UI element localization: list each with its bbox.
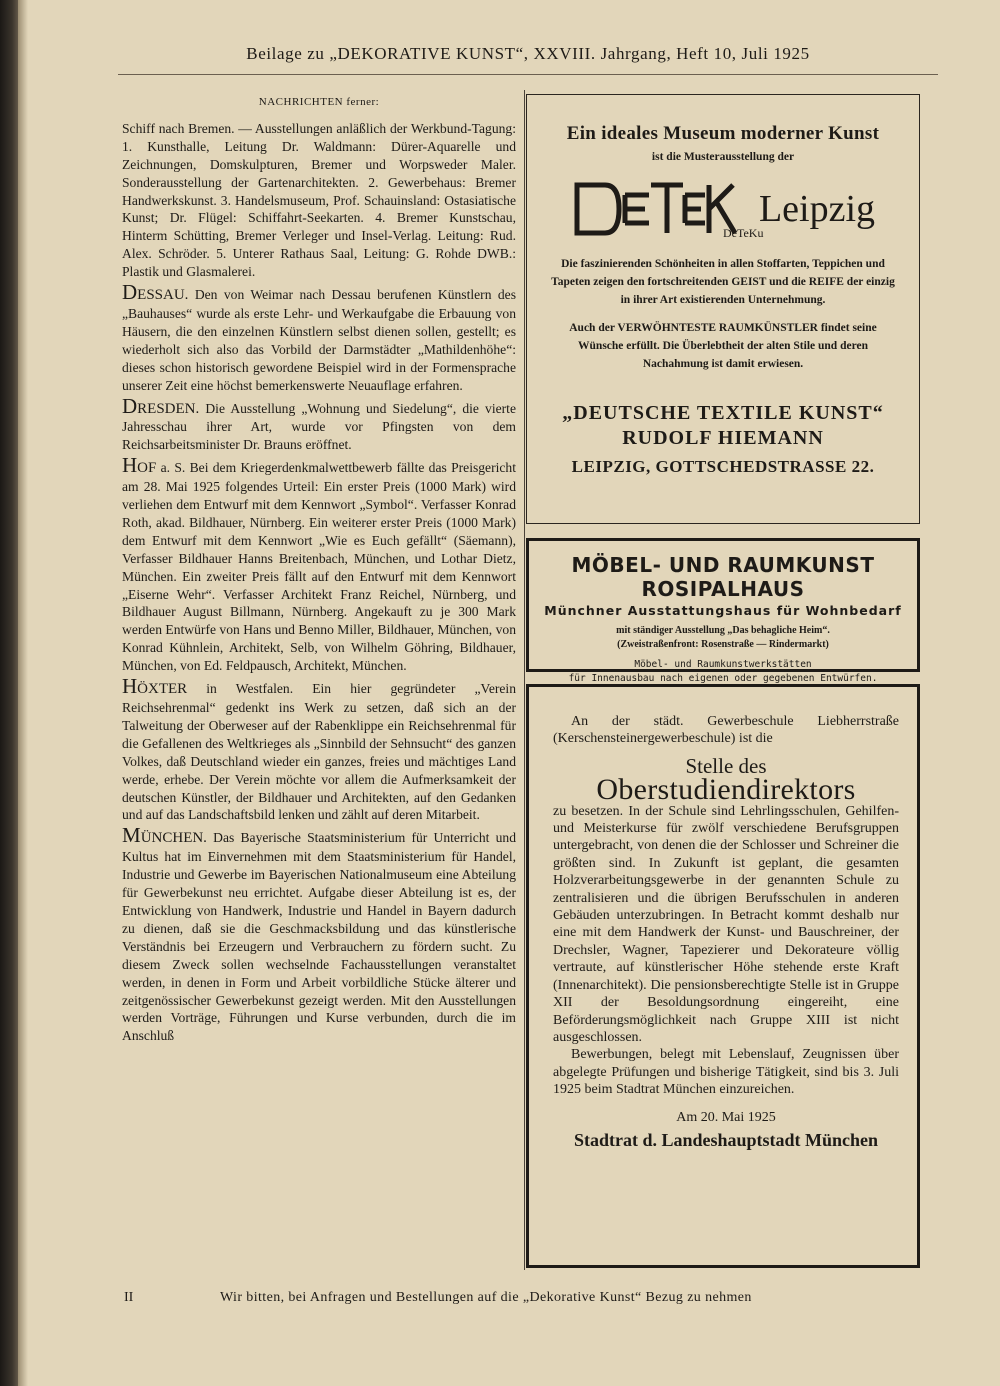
news-text: Das Bayerische Staatsministerium für Unterricht und Kultus hat im Einvernehmen mit dem Staatsministerium für Handel, Industrie und Gewerbe im Bayerischen Nationalmuseum eine Abteilung für Gewerbekunst neu errichtet. Aufgabe dieser Abteilung ist es, der Entwicklung von Handwerk, Industrie und Handel in Bayern dadurch zu dienen, daß sie die Geschmacksbildung und das künstlerische Verständnis bei Erzeugern und Verbrauchern zu fördern sucht. Zu diesem Zweck sollen wechselnde Fachausstellungen veranstaltet werden, in denen in Form und Arbeit vorbildliche Stücke älterer und zeitgenössischer Gewerbekunst gezeigt werden. Mit den Ausstellungen werden Vorträge, Führungen und Kurse verbunden, durch die im Anschluß [122,830,516,1044]
news-text: Schiff nach Bremen. — Ausstellungen anläßlich der Werkbund-Tagung: 1. Kunsthalle, Leitung Dr. Waldmann: Dürer-Aquarelle und Zeichnungen, Domskulpturen, Bremer und Worpsweder Maler. Sonderausstellung der Gartenarchitekten. 2. Gewerbehaus: Bremer Handwerkskunst. 3. Handelsmuseum, Prof. Schauinsland: Ostasiatische Kunst; Dr. Flügel: Schiffahrt-Seekarten. 4. Bremer Kunstschau, Hinterm Schütting, Bremer Verleger und Insel-Verlag. Leitung: Rud. Alex. Schröder. 5. Unterer Rathaus Saal, Leitung: G. Rohde DWB.: Plastik und Glasmalerei. [122,120,516,280]
place-name: ESSAU. [137,287,189,304]
advert-headline: MÖBEL- UND RAUMKUNST ROSIPALHAUS [571,553,875,601]
place-name: RESDEN. [137,400,200,417]
firm-address: LEIPZIG, GOTTSCHEDSTRASSE 22. [571,457,875,476]
advert-subline: ist die Musterausstellung der [651,151,795,163]
advert-details [529,624,917,652]
column-divider [524,90,525,1270]
initial-capital: D [122,280,138,305]
news-item [122,453,516,675]
running-header: Beilage zu „DEKORATIVE KUNST“, XXVIII. Jahrgang, Heft 10, Juli 1925 [246,44,810,63]
place-name: ÖXTER [137,681,188,698]
header-rule [118,74,938,75]
logo-row [527,177,919,241]
job-date: Am 20. Mai 1925 [676,1109,776,1125]
place-name: OF [137,460,157,477]
footer-note: Wir bitten, bei Anfragen und Bestellungen auf die „Dekorative Kunst“ Bezug zu nehmen [220,1290,752,1305]
advert-line: (Zweistraßenfront: Rosenstraße — Rindermarkt) [617,639,829,650]
advert-rosipalhaus [526,538,920,684]
news-text: Den von Weimar nach Dessau berufenen Künstlern des „Bauhauses“ wurde als erste Lehr- und Werkaufgabe die Erbauung von Häusern, die den einzelnen Künstlern selbst dienen sollen, gestellt; es wiederholt sich also das Vorbild der Darmstädter „Mathildenhöhe“: dieses schon historisch gewordene Beispiel wird in der Formensprache unserer Zeit eine höchst bemerkenswerte Neuauflage erfahren. [122,287,516,393]
initial-capital: D [122,393,138,418]
deteku-logo [571,177,764,241]
initial-capital: H [122,453,138,478]
page-number: II [124,1290,134,1305]
magazine-page [18,0,1000,1386]
news-text: Die Ausstellung „Wohnung und Siedelung“, die vierte Jahresschau ihrer Art, wurde vor Pfingsten von dem Reichsarbeitsminister Dr. Brauns eröffnet. [122,400,516,453]
logo-text: DeTeKu [722,226,764,240]
news-item [122,120,516,281]
page-gutter-shadow [18,0,28,1386]
news-text: a. S. Bei dem Kriegerdenkmalwettbewerb fällte das Preisgericht am 28. Mai 1925 folgendes Urteil: Ein erster Preis (1000 Mark) wird verliehen dem Entwurf mit dem Kennwort „Symbol“. Verfasser Konrad Roth, akad. Bildhauer, Nürnberg. Ein weiterer erster Preis (1000 Mark) dem Entwurf mit dem Kennwort „Wie es Euch gefällt“ (Säemann), Verfasser Bildhauer Hanns Breitenbach, München, und Lothar Dietz, München. Ein zweiter Preis fällt auf den Entwurf mit dem Kennwort „Eiserne Wehr“. Verfasser Architekt Franz Reichel, Nürnberg, und Bildhauer August Billmann, Nürnberg. Angekauft zu je 300 Mark werden Entwürfe von Hans und Benno Miller, Bildhauer, München, von Konrad Kühnlein, Architekt, Selb, von Wilhelm Göhring, Bildhauer, München, von Ed. Feldpausch, Architekt, München. [122,460,516,674]
job-stelle: Stelle des [685,753,767,778]
advert-workshops [529,658,917,686]
job-advert-body [553,713,899,1149]
place-name: ÜNCHEN. [140,830,207,847]
advert-description-2: Auch der VERWÖHNTESTE RAUMKÜNSTLER findet seine Wünsche erfüllt. Die Überlebtheit der alten Stile und deren Nachahmung ist damit erwiesen. [569,322,877,370]
firm-name-line1: „DEUTSCHE TEXTILE KUNST“ [562,402,884,424]
advert-line: Möbel- und Raumkunstwerkstätten [634,659,812,670]
advert-line: mit ständiger Ausstellung „Das behagliche Heim“. [616,625,830,636]
advert-description: Die faszinierenden Schönheiten in allen Stoffarten, Teppichen und Tapeten zeigen den fortschreitenden GEIST und die REIFE der einzig in ihrer Art existierenden Unternehmung. [551,258,895,306]
news-text: in Westfalen. Ein hier gegründeter „Verein Reichsehrenmal“ gedenkt ins Werk zu setzen, daß sich an der Talweitung der Oberweser auf der Rabenklippe ein Reichsehrenmal für die Gefallenen des Weltkrieges als „Sinnbild der Sehnsucht“ des ganzen Volkes, daß Deutschland wieder ein ganzes, freies und mächtiges Land werde, erhebe. Der Verein möchte vor allem die Aufmerksamkeit der deutschen Künstler, der Bildhauer und Architekten, auf den Gedanken und auf das Landschaftsbild lenken und zählt auf deren Mitarbeit. [122,681,516,823]
city-name: Leipzig [758,188,876,230]
initial-capital: H [122,674,138,699]
job-signature: Stadtrat d. Landeshauptstadt München [573,1129,879,1150]
firm-name-line2: RUDOLF HIEMANN [622,427,824,449]
job-title: Oberstudiendirektors [596,773,856,807]
advert-deteku [526,94,920,524]
advert-headline: Ein ideales Museum moderner Kunst [566,123,880,144]
news-item [122,674,516,824]
advert-line: für Innenausbau nach eigenen oder gegebenen Entwürfen. [568,673,878,684]
job-description: zu besetzen. In der Schule sind Lehrlingsschulen, Gehilfen- und Meisterkurse für zwölf verschiedene Berufsgruppen untergebracht, von denen die der Schlosser und Schreiner die größten sind. In Zukunft ist geplant, die gesamten Holzverarbeitungsgewerbe in der genannten Schule zu zentralisieren und die übrigen Berufsschulen in anderen Gebäuden unterzubringen. In Betracht kommt deshalb nur eine mit dem Handwerk der Kunst- und Bauschreiner, der Drechsler, Wagner, Tapezierer und Dekorateure völlig vertraute, auf künstlerischer Höhe stehende erste Kraft (Innenarchitekt). Die pensionsberechtigte Stelle ist in Gruppe XII der Besoldungsordnung eingereiht, eine Beförderungsmöglichkeit nach Gruppe XIII ist nicht ausgeschlossen. [553,803,899,1045]
initial-capital: M [122,823,141,848]
job-application: Bewerbungen, belegt mit Lebenslauf, Zeugnissen über abgelegte Prüfungen und bisherige Tätigkeit, sind bis 3. Juli 1925 beim Stadtrat München einzureichen. [553,1047,899,1098]
job-advert [526,684,920,1268]
news-item [122,393,516,455]
news-column [122,94,516,1045]
book-binding [0,0,20,1386]
advert-subline: Münchner Ausstattungshaus für Wohnbedarf [544,603,902,618]
firm-name [527,401,919,451]
section-heading: NACHRICHTEN ferner: [258,96,380,108]
news-item [122,823,516,1045]
news-item [122,280,516,394]
news-sections [122,120,516,1045]
job-intro: An der städt. Gewerbeschule Liebherrstraße (Kerschensteinergewerbeschule) ist die [553,714,899,747]
